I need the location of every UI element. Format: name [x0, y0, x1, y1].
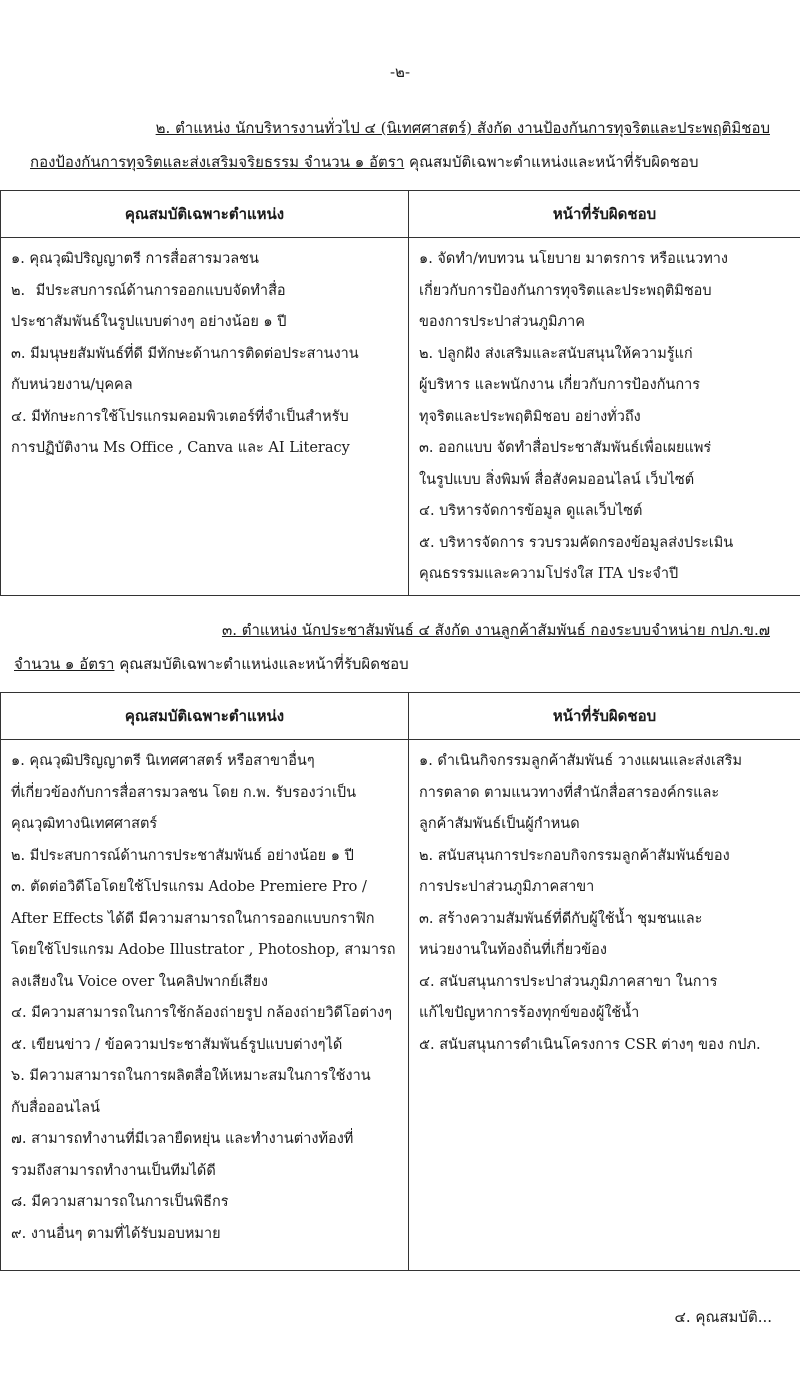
section3-responsibilities-cell [409, 740, 800, 1271]
section3-qualification-line: ๕. เขียนข่าว / ข้อความประชาสัมพันธ์รูปแบบต่างๆได้ [11, 1036, 343, 1053]
page-number: -๒- [389, 63, 411, 81]
section2-qualification-line: ๔. มีทักษะการใช้โปรแกรมคอมพิวเตอร์ที่จำเป็นสำหรับ [11, 408, 349, 425]
section3-table [0, 692, 800, 1271]
section3-responsibility-line: ลูกค้าสัมพันธ์เป็นผู้กำหนด [419, 816, 580, 832]
section2-qualification-line: กับหน่วยงาน/บุคคล [11, 377, 133, 393]
section2-responsibility-line: เกี่ยวกับการป้องกันการทุจริตและประพฤติมิชอบ [419, 282, 712, 299]
section2-responsibility-line: ของการประปาส่วนภูมิภาค [419, 314, 585, 330]
section2-responsibility-line: ๓. ออกแบบ จัดทำสื่อประชาสัมพันธ์เพื่อเผยแพร่ [419, 440, 712, 456]
section3-col-left-header: คุณสมบัติเฉพาะตำแหน่ง [1, 693, 409, 740]
section2-table [0, 190, 800, 596]
section3-qualification-line: ๖. มีความสามารถในการผลิตสื่อให้เหมาะสมในการใช้งาน [11, 1068, 371, 1084]
section3-qualification-line: ที่เกี่ยวข้องกับการสื่อสารมวลชน โดย ก.พ. รับรองว่าเป็น [11, 784, 357, 801]
section2-qualification-line: ๒. มีประสบการณ์ด้านการออกแบบจัดทำสื่อ [11, 282, 286, 299]
section2-heading-line2-rest: คุณสมบัติเฉพาะตำแหน่งและหน้าที่รับผิดชอบ [404, 153, 699, 171]
section3-table-body-row [1, 740, 800, 1271]
section3-responsibility-line: การตลาด ตามแนวทางที่สำนักสื่อสารองค์กรและ [419, 784, 720, 801]
section2-col-right-header: หน้าที่รับผิดชอบ [409, 191, 800, 238]
section2-responsibility-line: ในรูปแบบ สิ่งพิมพ์ สื่อสังคมออนไลน์ เว็บไซต์ [419, 471, 695, 488]
section3-responsibility-line: หน่วยงานในท้องถิ่นที่เกี่ยวข้อง [419, 942, 607, 958]
section3-responsibility-line: แก้ไขปัญหาการร้องทุกข์ของผู้ใช้น้ำ [419, 1005, 640, 1021]
section2-table-body-row [1, 238, 800, 596]
section3-responsibility-line: ๕. สนับสนุนการดำเนินโครงการ CSR ต่างๆ ของ กปภ. [419, 1036, 761, 1053]
section3-responsibility-line: การประปาส่วนภูมิภาคสาขา [419, 879, 595, 895]
section3-table-header-row [1, 693, 800, 740]
section2-qualifications-cell [1, 238, 409, 596]
section3-responsibility-line: ๔. สนับสนุนการประปาส่วนภูมิภาคสาขา ในการ [419, 973, 718, 990]
section2-qualification-line: การปฏิบัติงาน Ms Office , Canva และ AI Literacy [11, 440, 350, 456]
section3-qualification-line: กับสื่อออนไลน์ [11, 1099, 100, 1116]
section3-heading-line2-underlined: จำนวน ๑ อัตรา [14, 655, 115, 673]
section3-qualification-line: ๗. สามารถทำงานที่มีเวลายืดหยุ่น และทำงานต่างท้องที่ [11, 1131, 354, 1147]
section3-qualification-line: รวมถึงสามารถทำงานเป็นทีมได้ดี [11, 1162, 216, 1179]
section3-col-right-header: หน้าที่รับผิดชอบ [409, 693, 800, 740]
section2-table-header-row [1, 191, 800, 238]
section3-qualification-line: ๓. ตัดต่อวิดีโอโดยใช้โปรแกรม Adobe Premiere Pro / [11, 879, 367, 895]
section2-qualification-line: ๓. มีมนุษยสัมพันธ์ที่ดี มีทักษะด้านการติดต่อประสานงาน [11, 345, 359, 362]
section3-qualifications-cell [1, 740, 409, 1271]
section3-qualification-line: โดยใช้โปรแกรม Adobe Illustrator , Photoshop, สามารถ [11, 942, 396, 958]
section3-heading-line1: ๓. ตำแหน่ง นักประชาสัมพันธ์ ๔ สังกัด งานลูกค้าสัมพันธ์ กองระบบจำหน่าย กปภ.ข.๗ [221, 621, 770, 639]
section3-responsibility-line: ๑. ดำเนินกิจกรรมลูกค้าสัมพันธ์ วางแผนและส่งเสริม [419, 753, 743, 769]
section3-qualification-line: ๘. มีความสามารถในการเป็นพิธีกร [11, 1194, 229, 1210]
section2-responsibility-line: ทุจริตและประพฤติมิชอบ อย่างทั่วถึง [419, 408, 641, 425]
section3-qualification-line: After Effects ได้ดี มีความสามารถในการออกแบบกราฟิก [11, 910, 375, 927]
section2-responsibility-line: ๑. จัดทำ/ทบทวน นโยบาย มาตรการ หรือแนวทาง [419, 251, 729, 267]
section2-qualification-line: ประชาสัมพันธ์ในรูปแบบต่างๆ อย่างน้อย ๑ ปี [11, 314, 287, 330]
section2-responsibility-line: ๒. ปลูกฝัง ส่งเสริมและสนับสนุนให้ความรู้แก่ [419, 345, 693, 362]
section3-responsibility-line: ๓. สร้างความสัมพันธ์ที่ดีกับผู้ใช้น้ำ ชุมชนและ [419, 910, 703, 927]
section3-qualification-line: ๔. มีความสามารถในการใช้กล้องถ่ายรูป กล้องถ่ายวิดีโอต่างๆ [11, 1005, 393, 1021]
section3-responsibility-line: ๒. สนับสนุนการประกอบกิจกรรมลูกค้าสัมพันธ์ของ [419, 847, 730, 864]
section2-col-left-header: คุณสมบัติเฉพาะตำแหน่ง [1, 191, 409, 238]
section3-qualification-line: ลงเสียงใน Voice over ในคลิปพากย์เสียง [11, 973, 268, 990]
section3-heading-line2-rest: คุณสมบัติเฉพาะตำแหน่งและหน้าที่รับผิดชอบ [114, 655, 409, 673]
section2-responsibilities-cell [409, 238, 800, 596]
section2-heading-line2-underlined: กองป้องกันการทุจริตและส่งเสริมจริยธรรม จำนวน ๑ อัตรา [30, 153, 405, 171]
section2-heading-line1: ๒. ตำแหน่ง นักบริหารงานทั่วไป ๔ (นิเทศศาสตร์) สังกัด งานป้องกันการทุจริตและประพฤติมิชอบ [155, 119, 770, 137]
continuation-note: ๔. คุณสมบัติ... [674, 1308, 772, 1326]
section3-qualification-line: ๑. คุณวุฒิปริญญาตรี นิเทศศาสตร์ หรือสาขาอื่นๆ [11, 753, 315, 769]
section3-qualification-line: ๒. มีประสบการณ์ด้านการประชาสัมพันธ์ อย่างน้อย ๑ ปี [11, 847, 354, 864]
section2-responsibility-line: คุณธรรรมและความโปร่งใส ITA ประจำปี [419, 566, 679, 582]
section2-responsibility-line: ๔. บริหารจัดการข้อมูล ดูแลเว็บไซต์ [419, 503, 643, 519]
section2-responsibility-line: ๕. บริหารจัดการ รวบรวมคัดกรองข้อมูลส่งประเมิน [419, 534, 734, 551]
section2-qualification-line: ๑. คุณวุฒิปริญญาตรี การสื่อสารมวลชน [11, 251, 259, 267]
section3-qualification-line: ๙. งานอื่นๆ ตามที่ได้รับมอบหมาย [11, 1225, 221, 1242]
section2-heading-line2 [30, 152, 699, 172]
section3-qualification-line: คุณวุฒิทางนิเทศศาสตร์ [11, 816, 158, 832]
section2-responsibility-line: ผู้บริหาร และพนักงาน เกี่ยวกับการป้องกันการ [419, 377, 701, 393]
section3-heading-line2 [14, 654, 409, 674]
